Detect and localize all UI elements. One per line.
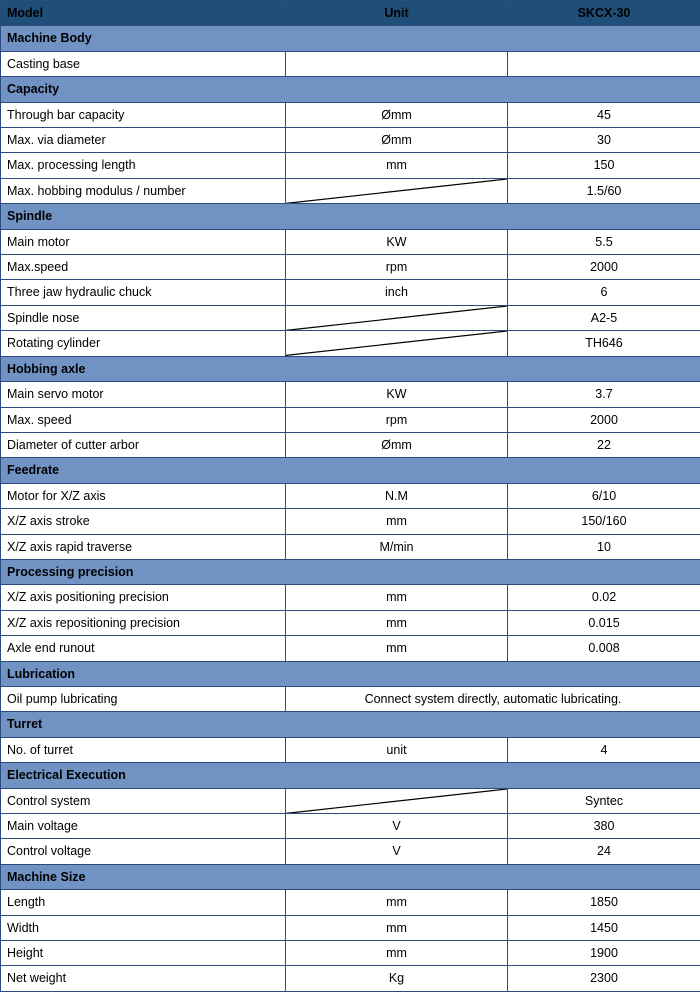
diagonal-strike-icon: [286, 789, 507, 813]
table-row: [1, 102, 700, 127]
section-row: [1, 77, 700, 102]
row-label: Height: [1, 941, 286, 966]
row-unit: Ømm: [286, 102, 508, 127]
table-row: [1, 432, 700, 457]
row-value: 380: [508, 814, 700, 839]
row-unit: inch: [286, 280, 508, 305]
row-unit: mm: [286, 941, 508, 966]
section-title: Lubrication: [1, 661, 700, 686]
table-row: [1, 610, 700, 635]
row-label: X/Z axis stroke: [1, 509, 286, 534]
section-row: [1, 763, 700, 788]
row-label: Main voltage: [1, 814, 286, 839]
row-label: Oil pump lubricating: [1, 686, 286, 711]
row-value: 150/160: [508, 509, 700, 534]
section-title: Capacity: [1, 77, 700, 102]
row-label: Spindle nose: [1, 305, 286, 330]
table-row: [1, 686, 700, 711]
row-label: Max. speed: [1, 407, 286, 432]
section-title: Spindle: [1, 204, 700, 229]
row-unit: mm: [286, 915, 508, 940]
row-value: 150: [508, 153, 700, 178]
row-value: 4: [508, 737, 700, 762]
row-value: 0.015: [508, 610, 700, 635]
row-value: 6: [508, 280, 700, 305]
row-label: Axle end runout: [1, 636, 286, 661]
section-title: Hobbing axle: [1, 356, 700, 381]
row-label: Diameter of cutter arbor: [1, 432, 286, 457]
row-unit: KW: [286, 229, 508, 254]
row-value: 1.5/60: [508, 178, 700, 203]
row-value: 24: [508, 839, 700, 864]
section-row: [1, 661, 700, 686]
row-unit: V: [286, 839, 508, 864]
table-row: [1, 788, 700, 813]
table-row: [1, 509, 700, 534]
section-row: [1, 559, 700, 584]
row-label: Max. via diameter: [1, 128, 286, 153]
row-label: Casting base: [1, 51, 286, 76]
row-label: Max.speed: [1, 255, 286, 280]
table-row: [1, 966, 700, 991]
column-header-model: Model: [1, 1, 286, 26]
row-value: 3.7: [508, 382, 700, 407]
table-row: [1, 585, 700, 610]
row-value: 1850: [508, 890, 700, 915]
table-row: [1, 382, 700, 407]
row-unit: mm: [286, 636, 508, 661]
row-label: Through bar capacity: [1, 102, 286, 127]
row-label: Main motor: [1, 229, 286, 254]
section-title: Processing precision: [1, 559, 700, 584]
row-label: X/Z axis rapid traverse: [1, 534, 286, 559]
diagonal-strike-icon: [286, 331, 507, 355]
section-title: Machine Body: [1, 26, 700, 51]
row-unit: rpm: [286, 407, 508, 432]
row-unit-empty: [286, 305, 508, 330]
table-row: [1, 128, 700, 153]
row-unit: [286, 51, 508, 76]
row-unit: KW: [286, 382, 508, 407]
row-label: Control system: [1, 788, 286, 813]
row-unit-empty: [286, 788, 508, 813]
section-row: [1, 204, 700, 229]
row-value: TH646: [508, 331, 700, 356]
section-row: [1, 356, 700, 381]
table-row: [1, 915, 700, 940]
row-label: Three jaw hydraulic chuck: [1, 280, 286, 305]
table-row: [1, 941, 700, 966]
table-row: [1, 255, 700, 280]
table-row: [1, 839, 700, 864]
row-label: Net weight: [1, 966, 286, 991]
column-header-unit: Unit: [286, 1, 508, 26]
row-value: 22: [508, 432, 700, 457]
table-row: [1, 890, 700, 915]
row-label: X/Z axis repositioning precision: [1, 610, 286, 635]
table-row: [1, 407, 700, 432]
row-label: Max. hobbing modulus / number: [1, 178, 286, 203]
row-label: Width: [1, 915, 286, 940]
row-value: 1450: [508, 915, 700, 940]
table-row: [1, 305, 700, 330]
row-value: 5.5: [508, 229, 700, 254]
table-row: [1, 814, 700, 839]
section-title: Machine Size: [1, 864, 700, 889]
section-row: [1, 26, 700, 51]
row-value: 2000: [508, 407, 700, 432]
row-unit: M/min: [286, 534, 508, 559]
row-unit: N.M: [286, 483, 508, 508]
row-value: 10: [508, 534, 700, 559]
row-unit: V: [286, 814, 508, 839]
row-value: 2300: [508, 966, 700, 991]
row-unit: Kg: [286, 966, 508, 991]
row-value: 6/10: [508, 483, 700, 508]
row-unit: mm: [286, 610, 508, 635]
row-label: Rotating cylinder: [1, 331, 286, 356]
row-value-wide: Connect system directly, automatic lubricating.: [286, 686, 700, 711]
row-value: 1900: [508, 941, 700, 966]
row-label: X/Z axis positioning precision: [1, 585, 286, 610]
row-unit: Ømm: [286, 432, 508, 457]
row-label: Max. processing length: [1, 153, 286, 178]
section-row: [1, 712, 700, 737]
column-header-value: SKCX-30: [508, 1, 700, 26]
section-title: Feedrate: [1, 458, 700, 483]
table-row: [1, 280, 700, 305]
row-unit-empty: [286, 331, 508, 356]
row-unit: unit: [286, 737, 508, 762]
table-row: [1, 178, 700, 203]
table-row: [1, 153, 700, 178]
row-value: Syntec: [508, 788, 700, 813]
diagonal-strike-icon: [286, 306, 507, 330]
row-unit: mm: [286, 153, 508, 178]
row-label: Main servo motor: [1, 382, 286, 407]
row-label: No. of turret: [1, 737, 286, 762]
row-value: 45: [508, 102, 700, 127]
table-row: [1, 636, 700, 661]
row-unit: rpm: [286, 255, 508, 280]
section-row: [1, 458, 700, 483]
table-row: [1, 534, 700, 559]
table-row: [1, 51, 700, 76]
row-label: Motor for X/Z axis: [1, 483, 286, 508]
row-value: [508, 51, 700, 76]
row-value: 2000: [508, 255, 700, 280]
row-unit: mm: [286, 890, 508, 915]
row-unit-empty: [286, 178, 508, 203]
table-body: [1, 26, 700, 991]
table-row: [1, 737, 700, 762]
section-row: [1, 864, 700, 889]
section-title: Turret: [1, 712, 700, 737]
row-unit: mm: [286, 509, 508, 534]
row-value: 30: [508, 128, 700, 153]
row-value: A2-5: [508, 305, 700, 330]
row-value: 0.02: [508, 585, 700, 610]
table-header-row: [1, 1, 700, 26]
row-unit: Ømm: [286, 128, 508, 153]
table-row: [1, 331, 700, 356]
row-label: Control voltage: [1, 839, 286, 864]
row-value: 0.008: [508, 636, 700, 661]
diagonal-strike-icon: [286, 179, 507, 203]
row-unit: mm: [286, 585, 508, 610]
table-row: [1, 229, 700, 254]
row-label: Length: [1, 890, 286, 915]
table-row: [1, 483, 700, 508]
section-title: Electrical Execution: [1, 763, 700, 788]
